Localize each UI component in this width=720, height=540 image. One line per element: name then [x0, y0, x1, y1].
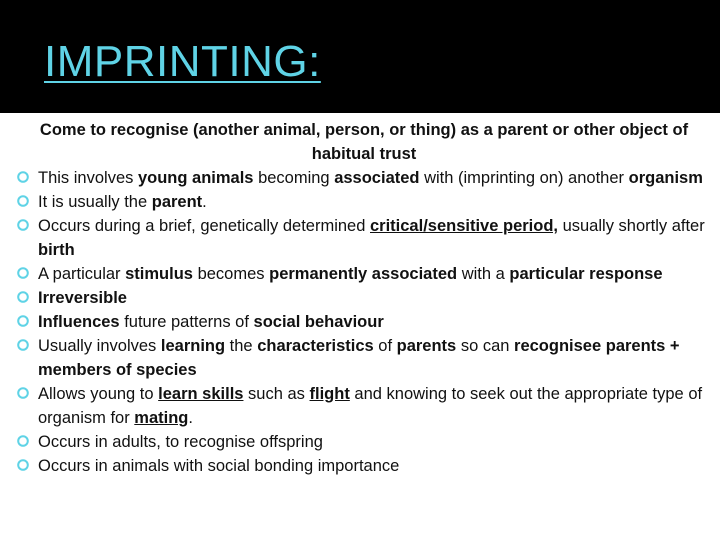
bullet-text-run: becomes: [192, 265, 270, 283]
bullet-text-run: Influences: [38, 313, 120, 331]
bullet-item: [14, 190, 714, 214]
bullet-item: [14, 310, 714, 334]
bullet-text-run: This involves: [38, 169, 138, 187]
bullet-text-run: Occurs during a brief, genetically determined: [38, 217, 370, 235]
bullet-text-run: such as: [243, 385, 310, 403]
bullet-text-run: social behaviour: [253, 313, 384, 331]
bullet-text-run: organism: [628, 169, 703, 187]
bullet-text-run: It is usually the: [38, 193, 152, 211]
slide-title: IMPRINTING:: [44, 37, 321, 86]
bullet-text-run: future patterns of: [119, 313, 254, 331]
bullet-text-run: parents: [396, 337, 457, 355]
bullet-text-run: learning: [160, 337, 226, 355]
bullet-text-run: and knowing to seek out the appropriate type of organism for: [38, 385, 703, 427]
bullet-text-run: critical/sensitive period,: [370, 217, 558, 235]
slide-content: [14, 118, 714, 478]
bullet-text-run: Occurs in adults, to recognise offspring: [38, 433, 323, 451]
bullet-text-run: of: [373, 337, 397, 355]
bullet-item: [14, 334, 714, 382]
bullet-text-run: the: [225, 337, 258, 355]
bullet-text-run: learn skills: [158, 385, 244, 403]
bullet-text-run: usually shortly after: [558, 217, 705, 235]
bullet-text-run: Irreversible: [38, 289, 127, 307]
ring-bullet-icon: [16, 266, 30, 280]
bullet-text-run: parent: [151, 193, 203, 211]
bullet-item: [14, 382, 714, 430]
ring-bullet-icon: [16, 338, 30, 352]
bullet-text-run: young animals: [137, 169, 254, 187]
bullet-item: [14, 262, 714, 286]
bullet-text-run: Allows young to: [38, 385, 159, 403]
title-bar: [0, 0, 720, 113]
ring-bullet-icon: [16, 170, 30, 184]
bullet-text-run: recognisee parents + members of species: [38, 337, 680, 379]
bullet-text-run: stimulus: [125, 265, 193, 283]
bullet-text-run: A particular: [38, 265, 126, 283]
bullet-text-run: .: [188, 409, 193, 427]
bullet-item: [14, 166, 714, 190]
bullet-text-run: so can: [456, 337, 515, 355]
ring-bullet-icon: [16, 218, 30, 232]
bullet-text-run: permanently associated: [269, 265, 458, 283]
bullet-text-run: with (imprinting on) another: [419, 169, 629, 187]
bullet-text-run: Occurs in animals with social bonding importance: [38, 457, 400, 475]
bullet-text-run: particular response: [509, 265, 663, 283]
ring-bullet-icon: [16, 386, 30, 400]
bullet-text-run: becoming: [253, 169, 335, 187]
bullet-text-run: flight: [309, 385, 350, 403]
ring-bullet-icon: [16, 194, 30, 208]
ring-bullet-icon: [16, 458, 30, 472]
bullet-text-run: associated: [334, 169, 420, 187]
bullet-text-run: Usually involves: [38, 337, 161, 355]
ring-bullet-icon: [16, 314, 30, 328]
ring-bullet-icon: [16, 290, 30, 304]
bullet-text-run: characteristics: [257, 337, 374, 355]
bullet-text-run: birth: [38, 241, 75, 259]
bullet-item: [14, 430, 714, 454]
bullet-item: [14, 214, 714, 262]
bullet-item: [14, 454, 714, 478]
bullet-text-run: with a: [457, 265, 510, 283]
bullet-list: [14, 166, 714, 478]
bullet-text-run: .: [202, 193, 207, 211]
bullet-text-run: mating: [134, 409, 189, 427]
bullet-item: [14, 286, 714, 310]
ring-bullet-icon: [16, 434, 30, 448]
slide-intro: Come to recognise (another animal, person, or thing) as a parent or other object of habitual trust: [39, 121, 689, 163]
